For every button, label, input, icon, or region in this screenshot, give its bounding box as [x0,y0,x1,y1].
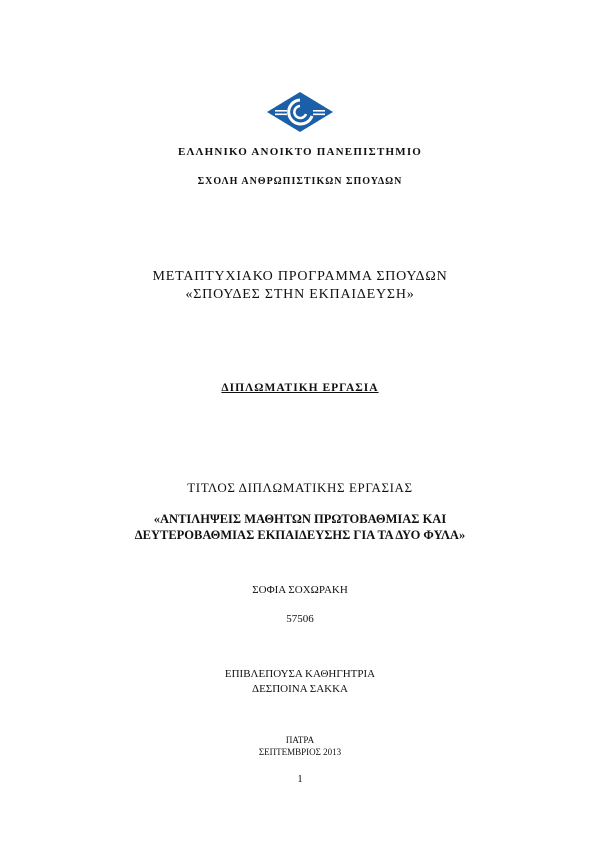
date: ΣΕΠΤΕΜΒΡΙΟΣ 2013 [258,747,342,757]
supervisor-label: ΕΠΙΒΛΕΠΟΥΣΑ ΚΑΘΗΓΗΤΡΙΑ [224,668,376,680]
city: ΠΑΤΡΑ [285,735,315,745]
page-number: 1 [297,773,303,785]
school-name: ΣΧΟΛΗ ΑΝΘΡΩΠΙΣΤΙΚΩΝ ΣΠΟΥΔΩΝ [197,176,403,187]
student-id: 57506 [286,613,314,625]
thesis-title-label: ΤΙΤΛΟΣ ΔΙΠΛΩΜΑΤΙΚΗΣ ΕΡΓΑΣΙΑΣ [187,480,413,495]
program-name: ΜΕΤΑΠΤΥΧΙΑΚΟ ΠΡΟΓΡΑΜΜΑ ΣΠΟΥΔΩΝ [152,269,448,284]
program-subtitle: «ΣΠΟΥΔΕΣ ΣΤΗΝ ΕΚΠΑΙΔΕΥΣΗ» [185,287,415,302]
university-name: ΕΛΛΗΝΙΚΟ ΑΝΟΙΚΤΟ ΠΑΝΕΠΙΣΤΗΜΙΟ [177,146,423,158]
author-name: ΣΟΦΙΑ ΣΟΧΩΡΑΚΗ [252,584,348,596]
thesis-title-line-1: «ΑΝΤΙΛΗΨΕΙΣ ΜΑΘΗΤΩΝ ΠΡΩΤΟΒΑΘΜΙΑΣ ΚΑΙ [153,512,447,526]
university-logo-icon [267,92,333,132]
supervisor-name: ΔΕΣΠΟΙΝΑ ΣΑΚΚΑ [252,683,348,695]
document-type: ΔΙΠΛΩΜΑΤΙΚΗ ΕΡΓΑΣΙΑ [221,382,379,394]
thesis-title-line-2: ΔΕΥΤΕΡΟΒΑΘΜΙΑΣ ΕΚΠΑΙΔΕΥΣΗΣ ΓΙΑ ΤΑ ΔΥΟ ΦΥΛΑ» [134,528,466,542]
